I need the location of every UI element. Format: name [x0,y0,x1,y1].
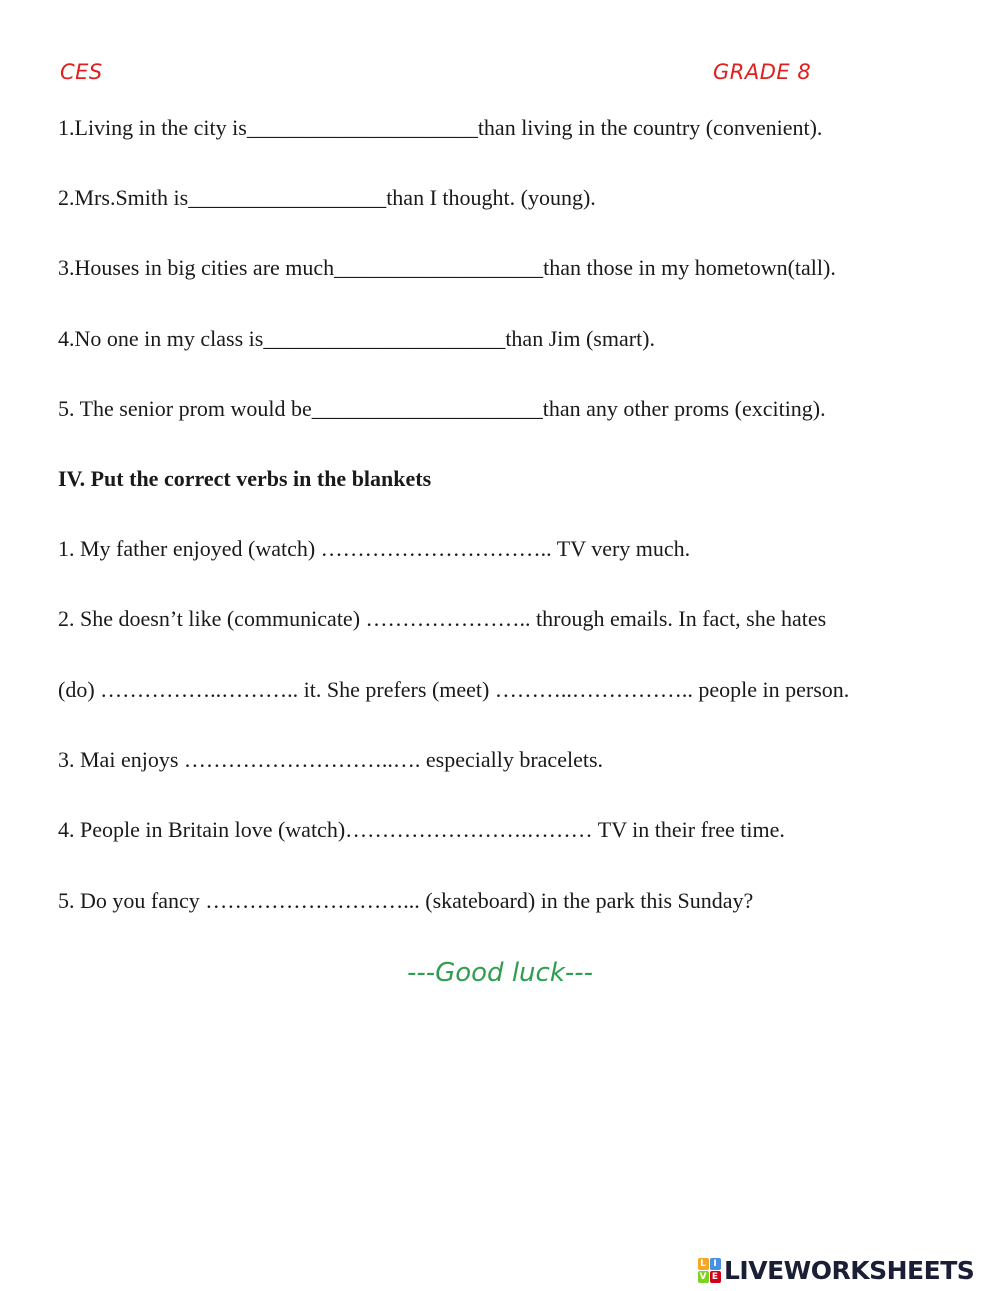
logo-letter: L [698,1258,709,1270]
exercise-item-verb-2: 2. She doesn’t like (communicate) ………………….. through emails. In fact, she hates [58,606,827,631]
exercise-item-verb-4: 4. People in Britain love (watch)…………………….……… TV in their free time. [58,817,785,842]
school-label: CES [60,60,103,84]
exercise-item-verb-3: 3. Mai enjoys ………………………..…. especially bracelets. [58,747,604,772]
logo-letter: I [710,1258,721,1270]
exercise-item-verb-5: 5. Do you fancy ………………………... (skateboard) in the park this Sunday? [58,888,754,913]
logo-letter: V [698,1271,709,1283]
exercise-item-comparative-4: 4.No one in my class is______________________than Jim (smart). [58,326,656,351]
exercise-item-comparative-3: 3.Houses in big cities are much___________________than those in my hometown(tall). [58,255,836,280]
logo-letter: E [710,1271,721,1283]
liveworksheets-brand[interactable] [697,1255,974,1285]
brand-name: LIVEWORKSHEETS [724,1255,975,1285]
exercise-item-verb-2-continued: (do) ……………..……….. it. She prefers (meet) ………..…………….. people in person. [58,677,850,702]
liveworksheets-logo-icon [697,1257,721,1283]
exercise-item-comparative-5: 5. The senior prom would be_____________________than any other proms (exciting). [58,396,826,421]
exercise-item-comparative-1: 1.Living in the city is_____________________than living in the country (convenient). [58,115,823,140]
good-luck-message: ---Good luck--- [406,958,594,988]
exercise-item-comparative-2: 2.Mrs.Smith is__________________than I thought. (young). [58,185,596,210]
grade-label: GRADE 8 [713,60,812,84]
exercise-item-verb-1: 1. My father enjoyed (watch) ………………………….. TV very much. [58,536,691,561]
section-heading: IV. Put the correct verbs in the blankets [58,466,432,491]
